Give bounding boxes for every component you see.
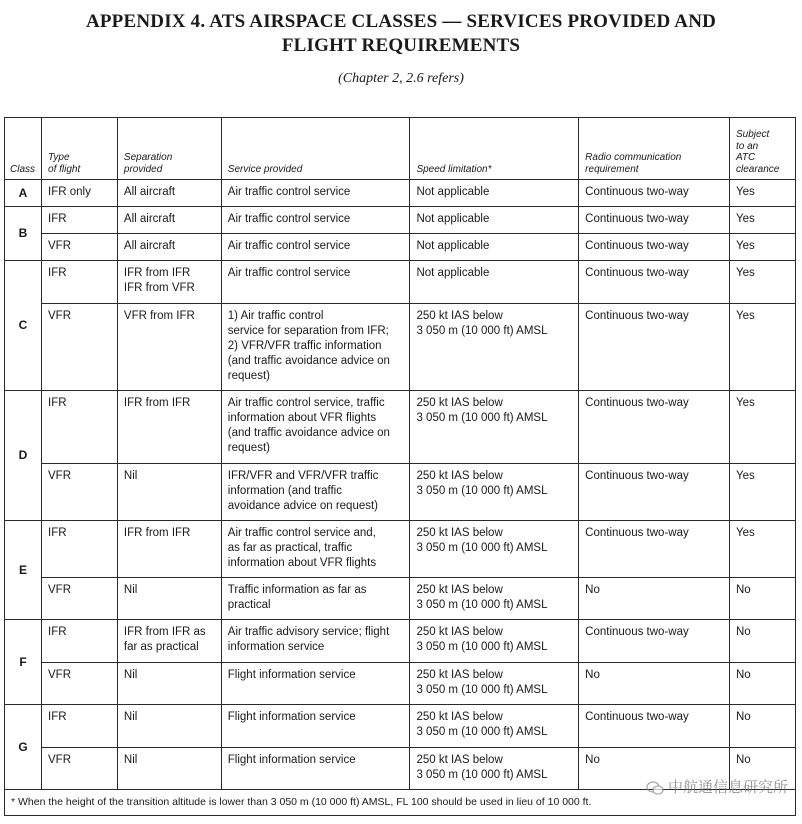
cell-speed: Not applicable bbox=[410, 234, 579, 261]
cell-service: Air traffic control service bbox=[221, 207, 410, 234]
col-header-class: Class bbox=[5, 118, 42, 180]
cell-speed: 250 kt IAS below 3 050 m (10 000 ft) AMSL bbox=[410, 578, 579, 620]
col-header-service: Service provided bbox=[221, 118, 410, 180]
cell-type: IFR bbox=[42, 207, 118, 234]
table-row bbox=[5, 521, 796, 578]
cell-radio: No bbox=[579, 663, 730, 705]
class-label: F bbox=[5, 620, 42, 705]
cell-type: VFR bbox=[42, 234, 118, 261]
cell-type: VFR bbox=[42, 663, 118, 705]
cell-speed: 250 kt IAS below 3 050 m (10 000 ft) AMSL bbox=[410, 705, 579, 748]
cell-type: IFR bbox=[42, 620, 118, 663]
cell-service: IFR/VFR and VFR/VFR traffic information (and traffic avoidance advice on request) bbox=[221, 464, 410, 521]
class-label: B bbox=[5, 207, 42, 261]
cell-speed: 250 kt IAS below 3 050 m (10 000 ft) AMSL bbox=[410, 748, 579, 790]
cell-radio: Continuous two-way bbox=[579, 705, 730, 748]
cell-radio: Continuous two-way bbox=[579, 464, 730, 521]
cell-type: IFR bbox=[42, 391, 118, 464]
cell-type: IFR bbox=[42, 521, 118, 578]
title-line-2: FLIGHT REQUIREMENTS bbox=[281, 35, 521, 56]
table-row bbox=[5, 620, 796, 663]
cell-speed: 250 kt IAS below 3 050 m (10 000 ft) AMSL bbox=[410, 663, 579, 705]
cell-separation: All aircraft bbox=[117, 180, 221, 207]
watermark bbox=[646, 776, 788, 797]
cell-service: Air traffic control service and, as far as practical, traffic information about VFR flights bbox=[221, 521, 410, 578]
cell-separation: Nil bbox=[117, 748, 221, 790]
class-label: C bbox=[5, 261, 42, 391]
cell-service: Air traffic control service, traffic information about VFR flights (and traffic avoidance advice on request) bbox=[221, 391, 410, 464]
cell-separation: IFR from IFR as far as practical bbox=[117, 620, 221, 663]
cell-atc: Yes bbox=[729, 207, 795, 234]
cell-radio: Continuous two-way bbox=[579, 521, 730, 578]
cell-speed: Not applicable bbox=[410, 180, 579, 207]
cell-radio: Continuous two-way bbox=[579, 391, 730, 464]
cell-service: Flight information service bbox=[221, 748, 410, 790]
cell-atc: Yes bbox=[729, 521, 795, 578]
cell-atc: No bbox=[729, 705, 795, 748]
col-header-radio: Radio communication requirement bbox=[579, 118, 730, 180]
watermark-text: 中航通信息研究所 bbox=[667, 778, 788, 796]
table-row bbox=[5, 663, 796, 705]
cell-type: IFR bbox=[42, 261, 118, 304]
page-title bbox=[0, 10, 802, 58]
cell-radio: No bbox=[579, 748, 730, 790]
table-row bbox=[5, 464, 796, 521]
cell-radio: Continuous two-way bbox=[579, 261, 730, 304]
table-row bbox=[5, 391, 796, 464]
cell-service: Air traffic control service bbox=[221, 180, 410, 207]
cell-speed: 250 kt IAS below 3 050 m (10 000 ft) AMSL bbox=[410, 391, 579, 464]
cell-separation: VFR from IFR bbox=[117, 304, 221, 391]
cell-radio: No bbox=[579, 578, 730, 620]
wechat-icon bbox=[646, 781, 664, 795]
cell-atc: Yes bbox=[729, 261, 795, 304]
table-header-row bbox=[5, 118, 796, 180]
cell-type: VFR bbox=[42, 464, 118, 521]
cell-speed: 250 kt IAS below 3 050 m (10 000 ft) AMSL bbox=[410, 464, 579, 521]
table-row bbox=[5, 578, 796, 620]
cell-type: VFR bbox=[42, 748, 118, 790]
class-label: E bbox=[5, 521, 42, 620]
table-row bbox=[5, 234, 796, 261]
cell-separation: IFR from IFR bbox=[117, 521, 221, 578]
cell-type: IFR only bbox=[42, 180, 118, 207]
cell-separation: All aircraft bbox=[117, 207, 221, 234]
cell-separation: Nil bbox=[117, 663, 221, 705]
table-row bbox=[5, 261, 796, 304]
class-label: A bbox=[5, 180, 42, 207]
cell-speed: 250 kt IAS below 3 050 m (10 000 ft) AMSL bbox=[410, 620, 579, 663]
cell-radio: Continuous two-way bbox=[579, 620, 730, 663]
cell-atc: No bbox=[729, 748, 795, 790]
airspace-classes-table bbox=[4, 117, 796, 816]
col-header-separation: Separation provided bbox=[117, 118, 221, 180]
cell-radio: Continuous two-way bbox=[579, 207, 730, 234]
table-row bbox=[5, 304, 796, 391]
cell-service: 1) Air traffic control service for separation from IFR; 2) VFR/VFR traffic information (and traffic avoidance advice on request) bbox=[221, 304, 410, 391]
cell-separation: Nil bbox=[117, 578, 221, 620]
col-header-atc: Subject to an ATC clearance bbox=[729, 118, 795, 180]
cell-separation: IFR from IFR bbox=[117, 391, 221, 464]
cell-type: VFR bbox=[42, 304, 118, 391]
cell-service: Flight information service bbox=[221, 663, 410, 705]
cell-atc: No bbox=[729, 663, 795, 705]
footnote: * When the height of the transition altitude is lower than 3 050 m (10 000 ft) AMSL, FL 100 should be used in lieu of 10 000 ft. bbox=[5, 790, 796, 816]
cell-speed: Not applicable bbox=[410, 207, 579, 234]
cell-service: Traffic information as far as practical bbox=[221, 578, 410, 620]
page-subtitle: (Chapter 2, 2.6 refers) bbox=[338, 71, 464, 86]
cell-separation: Nil bbox=[117, 464, 221, 521]
title-line-1: APPENDIX 4. ATS AIRSPACE CLASSES — SERVICES PROVIDED AND bbox=[85, 11, 717, 32]
cell-separation: All aircraft bbox=[117, 234, 221, 261]
cell-atc: No bbox=[729, 620, 795, 663]
cell-type: IFR bbox=[42, 705, 118, 748]
cell-speed: Not applicable bbox=[410, 261, 579, 304]
cell-atc: Yes bbox=[729, 464, 795, 521]
cell-speed: 250 kt IAS below 3 050 m (10 000 ft) AMSL bbox=[410, 521, 579, 578]
table-row bbox=[5, 207, 796, 234]
cell-separation: IFR from IFR IFR from VFR bbox=[117, 261, 221, 304]
cell-service: Air traffic control service bbox=[221, 234, 410, 261]
cell-radio: Continuous two-way bbox=[579, 180, 730, 207]
cell-service: Air traffic advisory service; flight information service bbox=[221, 620, 410, 663]
cell-atc: Yes bbox=[729, 180, 795, 207]
class-label: D bbox=[5, 391, 42, 521]
cell-type: VFR bbox=[42, 578, 118, 620]
cell-atc: Yes bbox=[729, 304, 795, 391]
table-row bbox=[5, 705, 796, 748]
col-header-type: Type of flight bbox=[42, 118, 118, 180]
col-header-speed: Speed limitation* bbox=[410, 118, 579, 180]
cell-radio: Continuous two-way bbox=[579, 234, 730, 261]
cell-atc: Yes bbox=[729, 391, 795, 464]
cell-service: Air traffic control service bbox=[221, 261, 410, 304]
cell-atc: No bbox=[729, 578, 795, 620]
cell-radio: Continuous two-way bbox=[579, 304, 730, 391]
cell-speed: 250 kt IAS below 3 050 m (10 000 ft) AMSL bbox=[410, 304, 579, 391]
cell-atc: Yes bbox=[729, 234, 795, 261]
cell-service: Flight information service bbox=[221, 705, 410, 748]
table-row bbox=[5, 180, 796, 207]
class-label: G bbox=[5, 705, 42, 790]
cell-separation: Nil bbox=[117, 705, 221, 748]
